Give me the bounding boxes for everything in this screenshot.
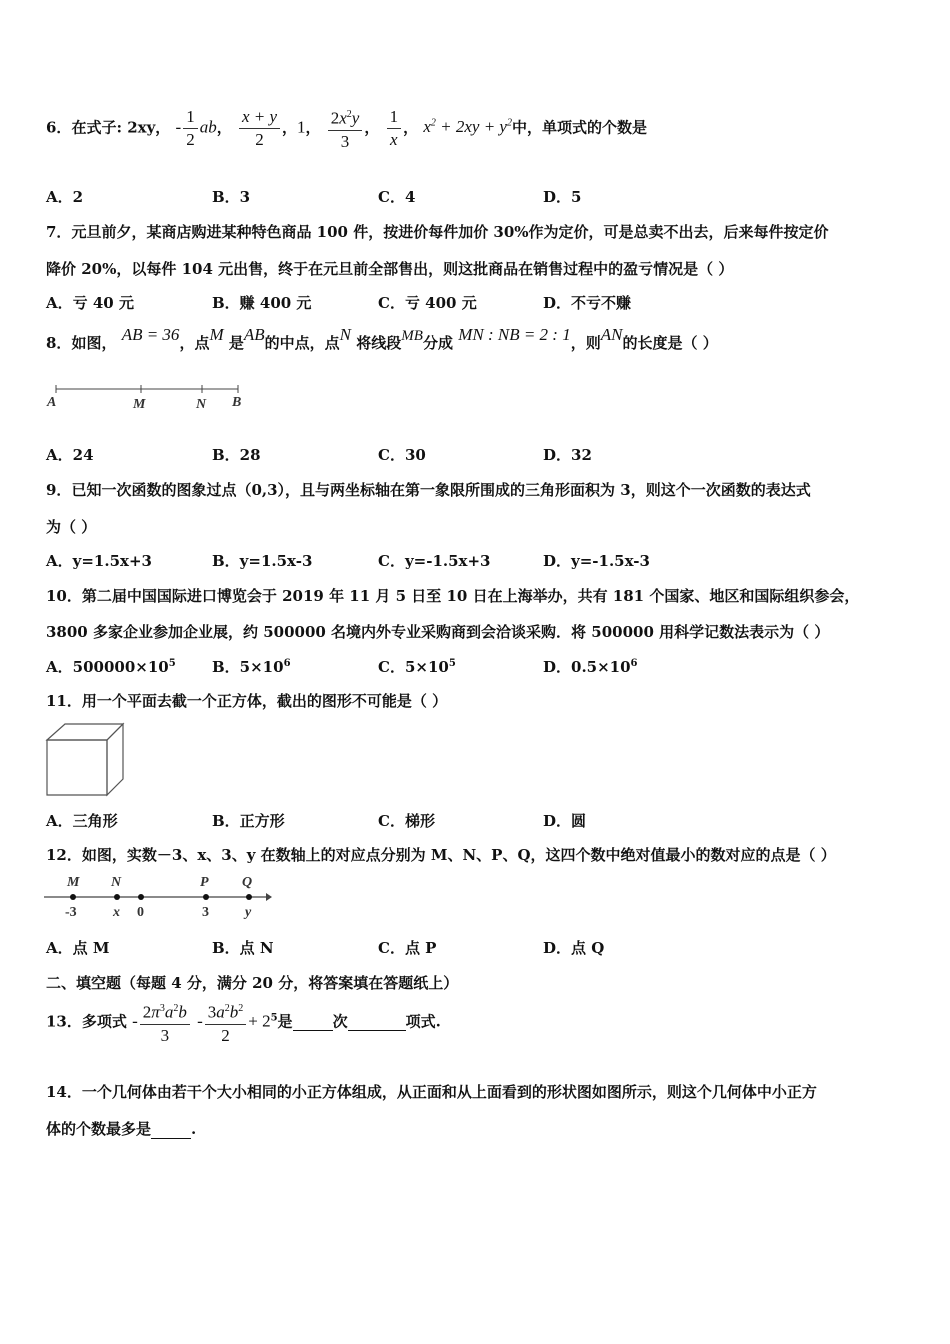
- point-origin: [138, 894, 144, 900]
- q8-option-c: C．30: [378, 446, 426, 464]
- q11-option-c: C．梯形: [378, 812, 435, 830]
- q8-segment-figure: [44, 380, 254, 414]
- q13-frac-2: $\frac{3a^2b^2}{2}$: [205, 998, 247, 1047]
- label-a: A: [47, 395, 57, 410]
- q9-option-b: B．y=1.5x-3: [212, 552, 313, 570]
- q9-option-d: D．y=-1.5x-3: [543, 552, 650, 570]
- q9-option-c: C．y=-1.5x+3: [378, 552, 491, 570]
- point-p: [203, 894, 209, 900]
- cube-side-face: [107, 724, 123, 795]
- q13-stem: 13．多项式 - $\frac{2\pi^3a^2b}{3}$ - $\frac{3a^2b^2}{2}$ + $2^5$是 次 项式.: [46, 998, 441, 1047]
- q7-option-a: A．亏 40 元: [46, 294, 134, 312]
- q7-line2: 降价 20%，以每件 104 元出售，终于在元旦前全部售出，则这批商品在销售过程中的盈亏情况是（ ）: [46, 260, 734, 278]
- q9-option-a: A．y=1.5x+3: [46, 552, 152, 570]
- label-bottom-neg3: -3: [65, 905, 77, 920]
- label-bottom-3: 3: [202, 905, 209, 920]
- q12-number-line: [40, 870, 275, 922]
- q11-option-d: D．圆: [543, 812, 587, 830]
- label-n: N: [196, 397, 207, 412]
- q7-option-b: B．赚 400 元: [212, 294, 312, 312]
- q10-line2: 3800 多家企业参加企业展，约 500000 名境内外专业采购商到会洽谈采购．将 500000 用科学记数法表示为（ ）: [46, 623, 830, 641]
- q14-line2: 体的个数最多是 .: [46, 1120, 197, 1138]
- q6-option-d: D．5: [543, 188, 582, 206]
- label-bottom-y: y: [245, 905, 252, 920]
- q6-option-a: A．2: [46, 188, 84, 206]
- label-bottom-zero: 0: [137, 905, 144, 920]
- q6-suffix: 中，单项式的个数是: [511, 118, 647, 137]
- label-bottom-x: x: [113, 905, 120, 920]
- section2-title: 二、填空题（每题 4 分，满分 20 分，将答案填在答题纸上）: [46, 974, 459, 992]
- point-q: [246, 894, 252, 900]
- label-b: B: [232, 395, 242, 410]
- q6-number: 6．: [46, 118, 72, 137]
- q12-option-c: C．点 P: [378, 939, 437, 957]
- point-m: [70, 894, 76, 900]
- label-top-n: N: [111, 875, 122, 890]
- q7-option-d: D．不亏不赚: [543, 294, 632, 312]
- q12-option-b: B．点 N: [212, 939, 274, 957]
- q13-blank-terms[interactable]: [348, 1012, 406, 1031]
- q10-line1: 10．第二届中国国际进口博览会于 2019 年 11 月 5 日至 10 日在上海举办，共有 181 个国家、地区和国际组织参会，: [46, 587, 860, 605]
- q6-frac-2x2y: $\frac{2x^2y}{3}$: [328, 104, 363, 153]
- q11-option-b: B．正方形: [212, 812, 285, 830]
- q10-option-c: C．$5\times 10^5$: [378, 658, 456, 676]
- q11-option-a: A．三角形: [46, 812, 118, 830]
- cube-top-face: [47, 724, 123, 740]
- q14-line1: 14．一个几何体由若干个大小相同的小正方体组成，从正面和从上面看到的形状图如图所示，则这个几何体中小正方: [46, 1083, 817, 1101]
- q6-poly: $x^2 + 2xy + y^2$: [423, 117, 512, 137]
- q7-option-c: C．亏 400 元: [378, 294, 477, 312]
- label-top-p: P: [200, 875, 209, 890]
- number-line-arrow: [266, 893, 272, 901]
- q13-blank-degree[interactable]: [293, 1012, 333, 1031]
- label-top-m: M: [67, 875, 80, 890]
- label-top-q: Q: [242, 875, 253, 890]
- q11-cube-figure: [44, 722, 126, 798]
- q13-frac-1: $\frac{2\pi^3a^2b}{3}$: [140, 998, 190, 1047]
- q12-line1: 12．如图，实数－3、x、3、y 在数轴上的对应点分别为 M、N、P、Q，这四个数中绝对值最小的数对应的点是（ ）: [46, 846, 836, 864]
- q10-option-b: B．$5\times 10^6$: [212, 658, 291, 676]
- label-m: M: [133, 397, 146, 412]
- q8-stem: 8．如图， AB = 36，点M 是AB的中点，点N 将线段MB分成 MN : NB = 2 : 1，则AN的长度是（ ）: [46, 325, 718, 352]
- q12-option-d: D．点 Q: [543, 939, 605, 957]
- q8-option-a: A．24: [46, 446, 94, 464]
- q7-line1: 7．元旦前夕，某商店购进某种特色商品 100 件，按进价每件加价 30%作为定价，可是总卖不出去，后来每件按定价: [46, 223, 829, 241]
- q10-option-d: D．$0.5\times 10^6$: [543, 658, 638, 676]
- q6-stem: 6．在式子: 2xy， - $\frac{1}{2}$ ab， $\frac{x + y}{2}$ ，1， $\frac{2x^2y}{3}$ ， $\frac{1}{x}$ ， $x^2 + 2xy + y^2$中，单项式的个数是: [46, 104, 647, 153]
- cube-front-face: [47, 740, 107, 795]
- q10-option-a: A．$500000\times 10^5$: [46, 658, 176, 676]
- q8-option-d: D．32: [543, 446, 592, 464]
- q6-minus: -: [175, 117, 182, 137]
- q6-frac-half: $\frac{1}{2}$: [183, 106, 198, 151]
- q6-frac-1x: $\frac{1}{x}$: [387, 106, 402, 151]
- q6-option-b: B．3: [212, 188, 251, 206]
- q6-prefix: 在式子: 2xy，: [71, 118, 171, 137]
- q6-option-c: C．4: [378, 188, 416, 206]
- point-n: [114, 894, 120, 900]
- q8-option-b: B．28: [212, 446, 261, 464]
- q14-blank-answer[interactable]: [151, 1120, 191, 1139]
- q9-line1: 9．已知一次函数的图象过点（0,3），且与两坐标轴在第一象限所围成的三角形面积为 3，则这个一次函数的表达式: [46, 481, 811, 499]
- q12-option-a: A．点 M: [46, 939, 110, 957]
- q11-line1: 11．用一个平面去截一个正方体，截出的图形不可能是（ ）: [46, 692, 448, 710]
- q6-frac-xy: $\frac{x + y}{2}$: [239, 106, 280, 151]
- q9-line2: 为（ ）: [46, 518, 97, 536]
